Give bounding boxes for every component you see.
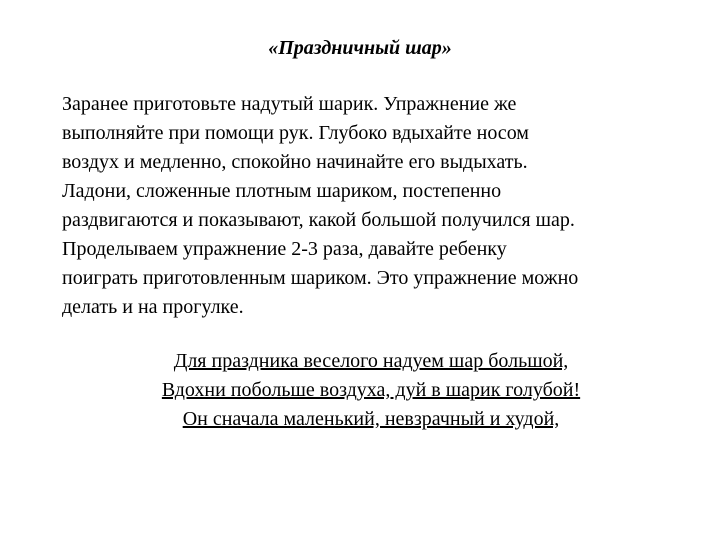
poem-line: Он сначала маленький, невзрачный и худой, bbox=[182, 408, 560, 430]
instruction-paragraph bbox=[62, 90, 702, 322]
paragraph-line: Проделываем упражнение 2-3 раза, давайте ребенку bbox=[62, 238, 507, 260]
paragraph-line: поиграть приготовленным шариком. Это упражнение можно bbox=[62, 267, 579, 289]
paragraph-line: выполняйте при помощи рук. Глубоко вдыхайте носом bbox=[62, 122, 529, 144]
poem-line: Для праздника веселого надуем шар большой, bbox=[173, 350, 569, 372]
paragraph-line: воздух и медленно, спокойно начинайте его выдыхать. bbox=[62, 151, 528, 173]
poem bbox=[0, 347, 720, 434]
poem-line: Вдохни побольше воздуха, дуй в шарик голубой! bbox=[161, 379, 581, 401]
slide-title: «Праздничный шар» bbox=[268, 37, 452, 59]
paragraph-line: Ладони, сложенные плотным шариком, постепенно bbox=[62, 180, 502, 202]
paragraph-line: Заранее приготовьте надутый шарик. Упражнение же bbox=[62, 93, 517, 115]
paragraph-line: раздвигаются и показывают, какой большой получился шар. bbox=[62, 209, 575, 231]
paragraph-line: делать и на прогулке. bbox=[62, 296, 244, 318]
